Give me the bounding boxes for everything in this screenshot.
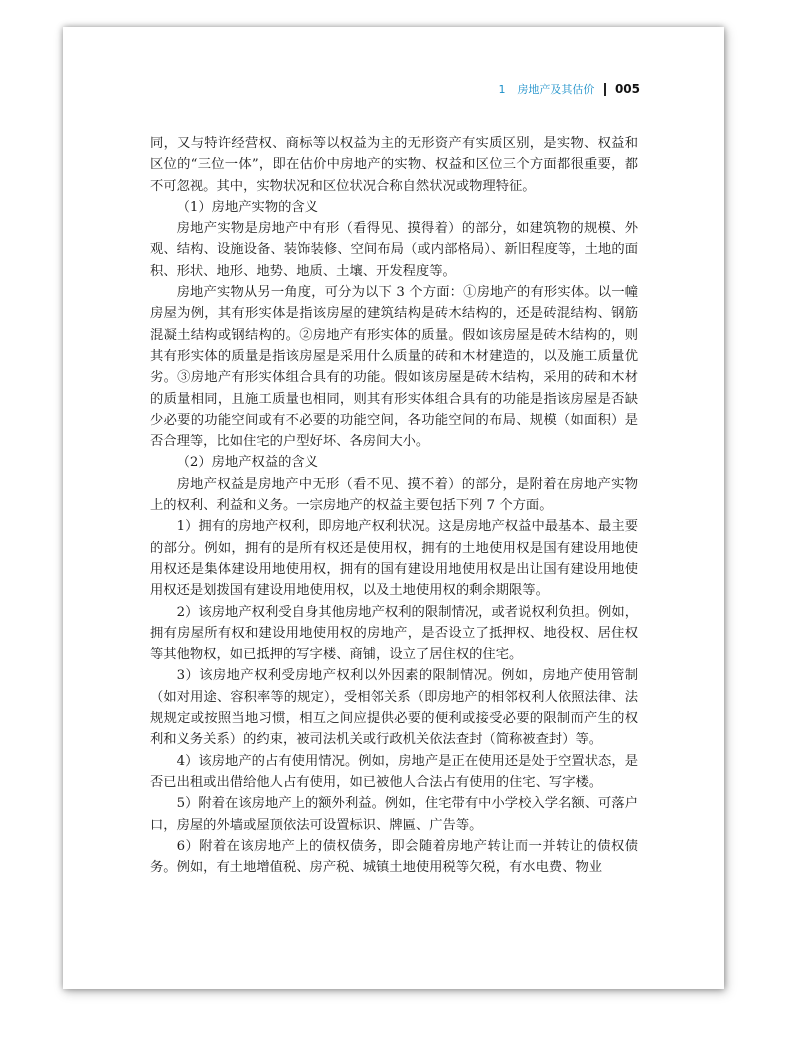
chapter-title: 房地产及其估价 [517, 83, 595, 96]
list-item: 1）拥有的房地产权利，即房地产权利状况。这是房地产权益中最基本、最主要的部分。例如，拥有的是所有权还是使用权，拥有的土地使用权是国有建设用地使用权还是集体建设用地使用权，拥有的国有建设用地使用权是出让国有建设用地使用权还是划拨国有建设用地使用权，以及土地使用权的剩余期限等。 [150, 519, 638, 599]
section-heading-physical: （1）房地产实物的含义 [176, 199, 319, 215]
list-item: 5）附着在该房地产上的额外利益。例如，住宅带有中小学校入学名额、可落户口，房屋的外墙或屋顶依法可设置标识、牌匾、广告等。 [150, 796, 638, 833]
chapter-number: 1 [498, 82, 506, 96]
section-heading-rights: （2）房地产权益的含义 [176, 455, 319, 471]
body-text [150, 133, 638, 878]
list-item: 3）该房地产权利受房地产权利以外因素的限制情况。例如，房地产使用管制（如对用途、容积率等的规定），受相邻关系（即房地产的相邻权利人依照法律、法规规定或按照当地习惯，相互之间应提供必要的便利或接受必要的限制而产生的权利和义务关系）的约束，被司法机关或行政机关依法查封（简称被查封）等。 [150, 668, 638, 748]
paragraph: 房地产权益是房地产中无形（看不见、摸不着）的部分，是附着在房地产实物上的权利、利益和义务。一宗房地产的权益主要包括下列 7 个方面。 [150, 476, 638, 514]
paragraph-continued: 同，又与特许经营权、商标等以权益为主的无形资产有实质区别，是实物、权益和区位的“三位一体”，即在估价中房地产的实物、权益和区位三个方面都很重要，都不可忽视。其中，实物状况和区位状况合称自然状况或物理特征。 [150, 136, 638, 194]
list-item: 4）该房地产的占有使用情况。例如，房地产是正在使用还是处于空置状态，是否已出租或出借给他人占有使用，如已被他人合法占有使用的住宅、写字楼。 [150, 753, 638, 790]
list-item: 2）该房地产权利受自身其他房地产权利的限制情况，或者说权利负担。例如，拥有房屋所有权和建设用地使用权的房地产，是否设立了抵押权、地役权、居住权等其他物权，如已抵押的写字楼、商铺，设立了居住权的住宅。 [150, 604, 638, 663]
paragraph: 房地产实物是房地产中有形（看得见、摸得着）的部分，如建筑物的规模、外观、结构、设施设备、装饰装修、空间布局（或内部格局）、新旧程度等，土地的面积、形状、地形、地势、地质、土壤、开发程度等。 [150, 221, 638, 279]
page-number: 005 [614, 82, 640, 96]
running-header [498, 81, 640, 97]
list-item: 6）附着在该房地产上的债权债务，即会随着房地产转让而一并转让的债权债务。例如，有土地增值税、房产税、城镇土地使用税等欠税，有水电费、物业 [150, 838, 638, 876]
header-divider [604, 83, 606, 96]
paragraph: 房地产实物从另一角度，可分为以下 3 个方面：①房地产的有形实体。以一幢房屋为例，其有形实体是指该房屋的建筑结构是砖木结构的，还是砖混结构、钢筋混凝土结构或钢结构的。②房地产有形实体的质量。假如该房屋是砖木结构的，则其有形实体的质量是指该房屋是采用什么质量的砖和木材建造的，以及施工质量优劣。③房地产有形实体组合具有的功能。假如该房屋是砖木结构，采用的砖和木材的质量相同，且施工质量也相同，则其有形实体组合具有的功能是指该房屋是否缺少必要的功能空间或有不必要的功能空间，各功能空间的布局、规模（如面积）是否合理等，比如住宅的户型好坏、各房间大小。 [150, 285, 638, 450]
book-page [63, 27, 724, 989]
